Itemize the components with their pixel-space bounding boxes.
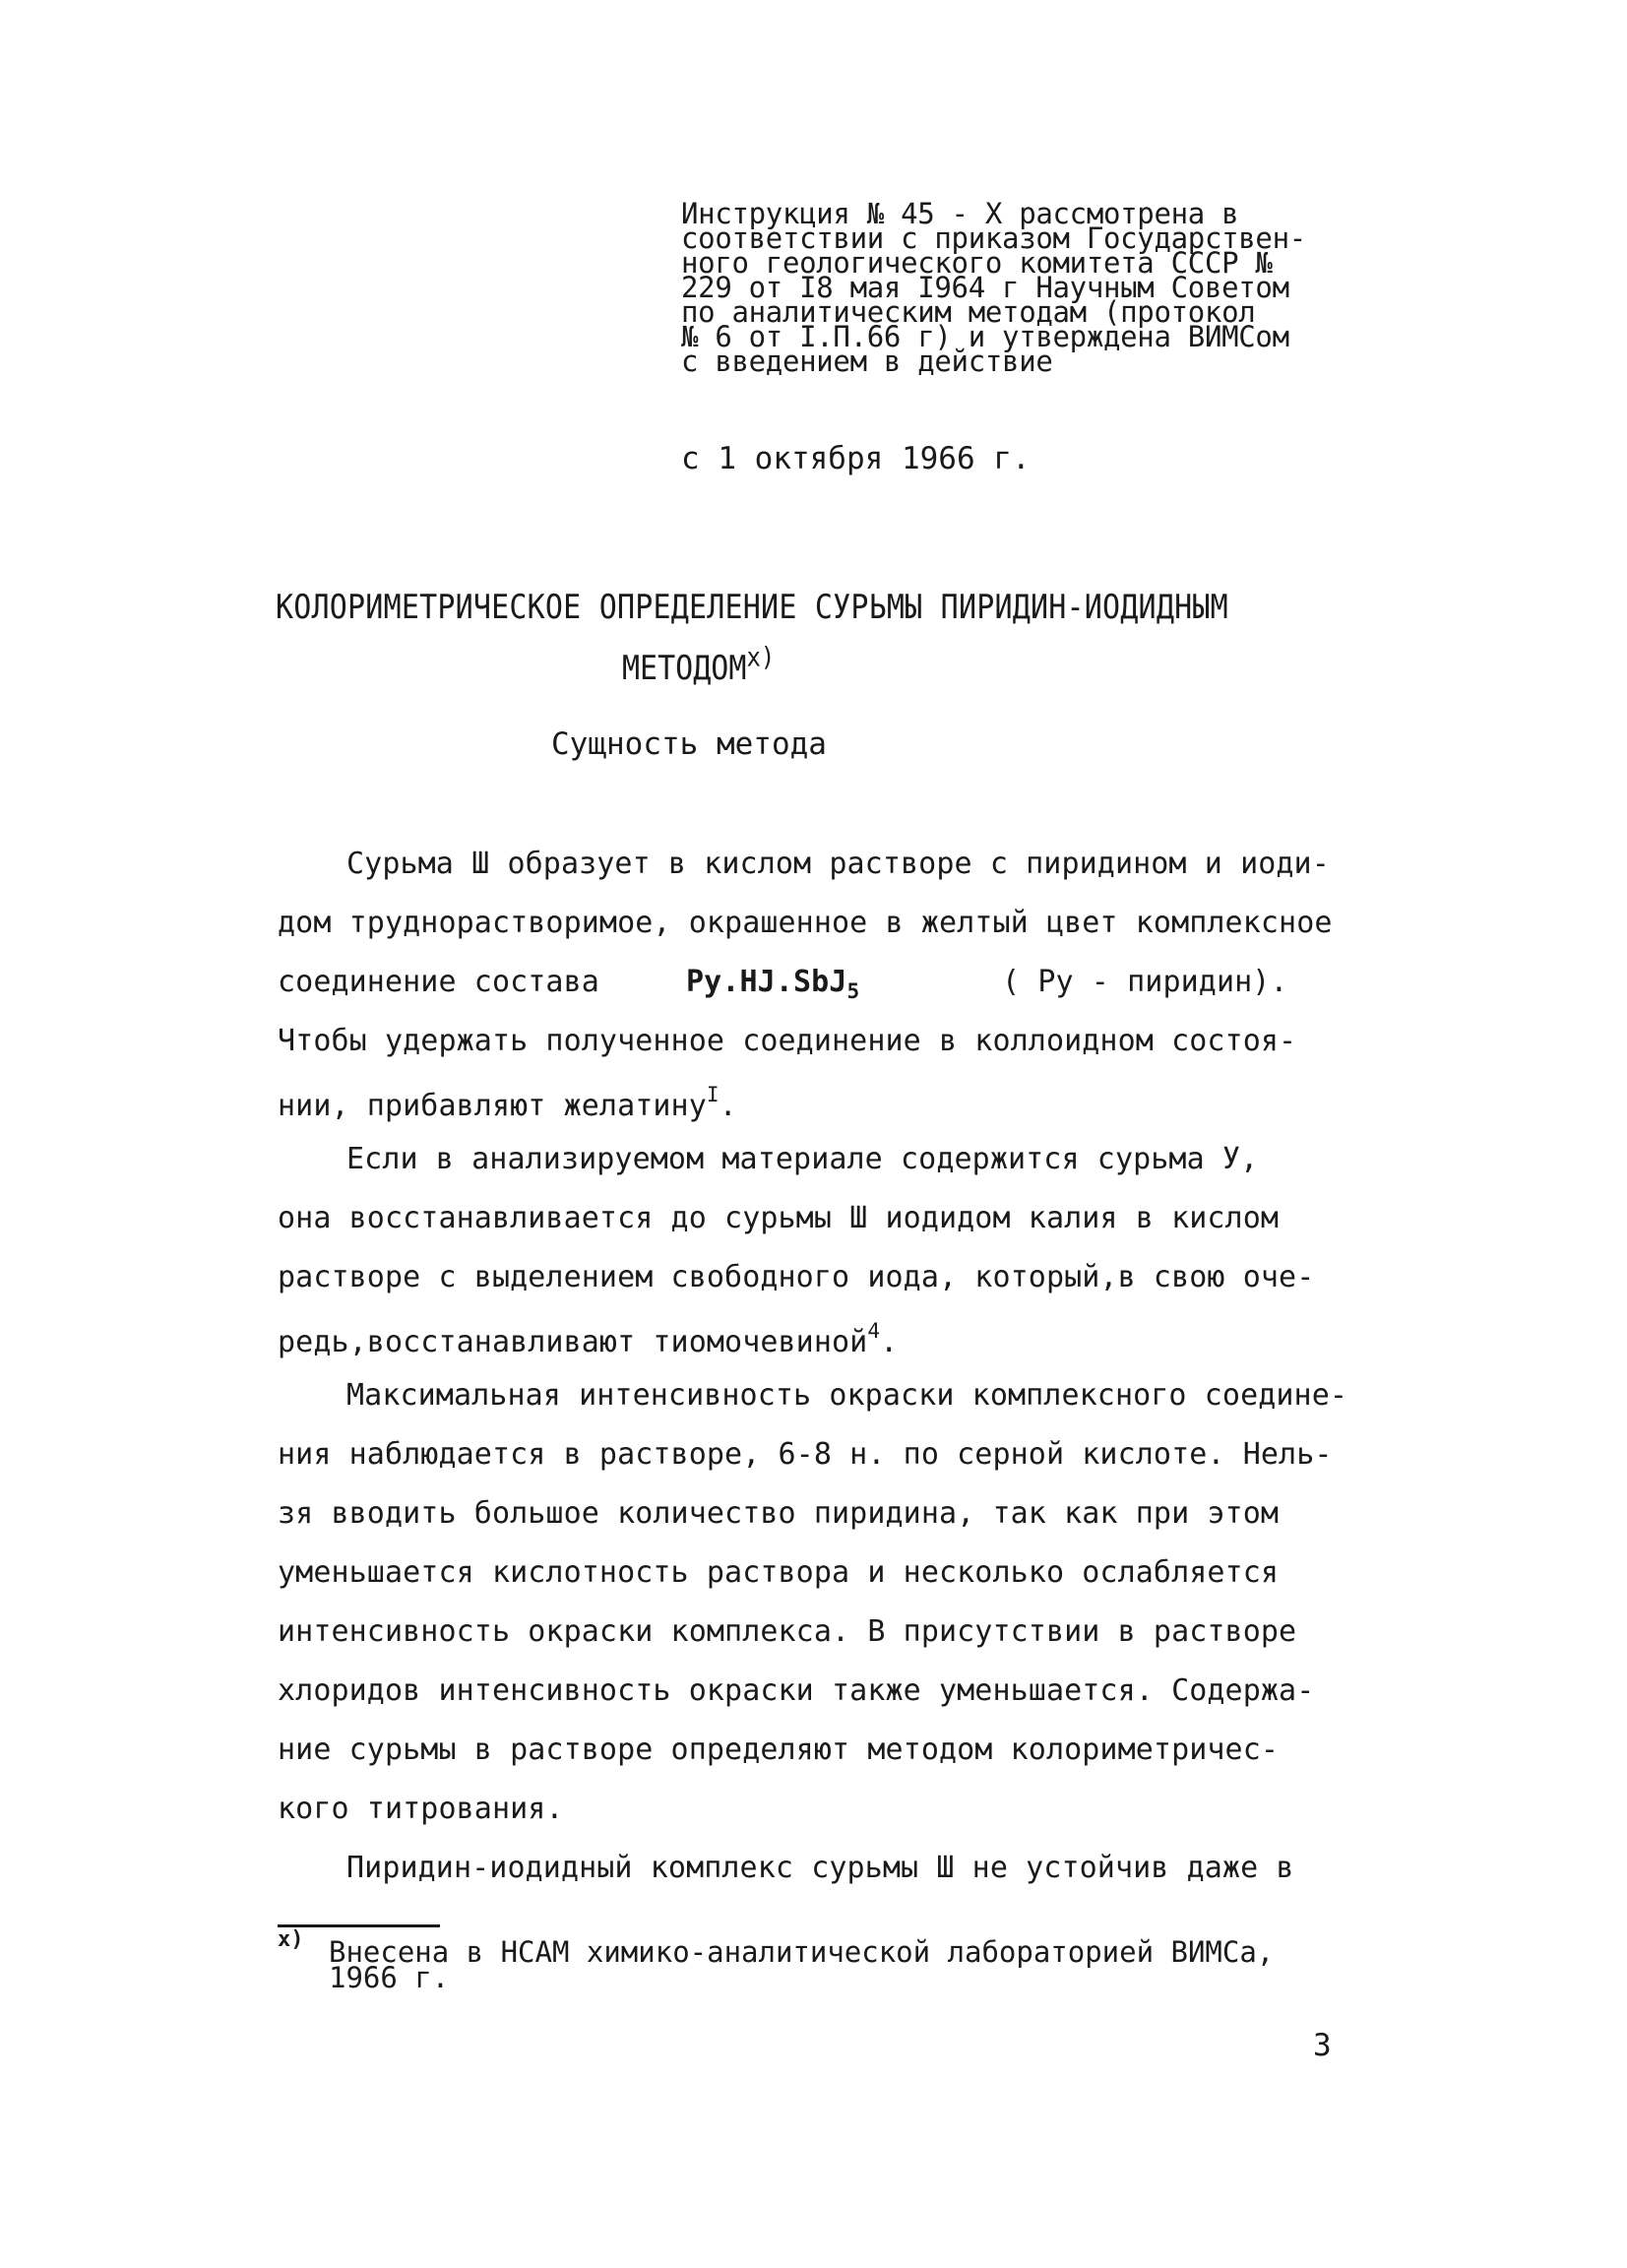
paragraph-line: уменьшается кислотность раствора и несколько ослабляется <box>278 1555 1280 1590</box>
paragraph-text: . <box>880 1325 899 1359</box>
paragraph-text: редь,восстанавливают тиомочевиной <box>278 1325 868 1359</box>
paragraph-text: ( Py - пиридин). <box>1002 965 1288 999</box>
reference-mark: I <box>706 1083 720 1106</box>
paragraph-line: ния наблюдается в растворе, 6-8 н. по серной кислоте. Нель- <box>278 1437 1333 1472</box>
paragraph-text: нии, прибавляют желатину <box>278 1089 707 1123</box>
paragraph-line <box>278 1083 737 1123</box>
paragraph-line: дом труднорастворимое, окрашенное в желтый цвет комплексное <box>278 906 1333 940</box>
section-heading: Сущность метода <box>551 726 827 762</box>
approval-line: ного геологического комитета СССР № <box>681 246 1273 280</box>
paragraph-line <box>278 965 599 999</box>
approval-line: по аналитическим методам (протокол <box>681 295 1256 329</box>
approval-line: соответствии с приказом Государствен- <box>681 221 1306 255</box>
document-title-continued <box>622 642 775 688</box>
paragraph-line: зя вводить большое количество пиридина, так как при этом <box>278 1496 1280 1531</box>
paragraph-line: Сурьма Ш образует в кислом растворе с пиридином и иоди- <box>346 847 1330 881</box>
footnote-line: Внесена в НСАМ химико-аналитической лабораторией ВИМСа, <box>329 1935 1275 1969</box>
document-title: КОЛОРИМЕТРИЧЕСКОЕ ОПРЕДЕЛЕНИЕ СУРЬМЫ ПИРИДИН-ИОДИДНЫМ <box>276 589 1228 628</box>
approval-line: № 6 от I.П.66 г) и утверждена ВИМСом <box>681 320 1289 353</box>
paragraph-line <box>278 1319 898 1359</box>
paragraph-line: ние сурьмы в растворе определяют методом колориметричес- <box>278 1732 1280 1767</box>
footnote-line: 1966 г. <box>329 1961 450 1994</box>
paragraph-line: Максимальная интенсивность окраски комплексного соедине- <box>346 1378 1348 1413</box>
paragraph-line: кого титрования. <box>278 1792 564 1826</box>
approval-line: 229 от I8 мая I964 г Научным Советом <box>681 271 1289 304</box>
title-footnote-mark: x) <box>746 642 776 673</box>
formula-subscript: 5 <box>846 979 860 1003</box>
title-word: МЕТОДОМ <box>622 649 747 689</box>
paragraph-line: она восстанавливается до сурьмы Ш иодидом калия в кислом <box>278 1201 1280 1235</box>
reference-mark: 4 <box>867 1319 881 1343</box>
paragraph-line: интенсивность окраски комплекса. В присутствии в растворе <box>278 1614 1297 1649</box>
footnote-mark: x) <box>278 1927 304 1952</box>
paragraph-line: Чтобы удержать полученное соединение в коллоидном состоя- <box>278 1024 1297 1058</box>
approval-note <box>681 197 1390 378</box>
chemical-formula <box>686 965 859 1003</box>
paragraph-line: Если в анализируемом материале содержится сурьма У, <box>346 1142 1259 1176</box>
approval-line: с введением в действие <box>681 345 1053 378</box>
page-number: 3 <box>1313 2028 1332 2063</box>
paragraph-line: растворе с выделением свободного иода, который,в свою оче- <box>278 1260 1315 1294</box>
formula-text: Py.HJ.SbJ <box>686 965 847 999</box>
paragraph-line: Пиридин-иодидный комплекс сурьмы Ш не устойчив даже в <box>346 1851 1294 1885</box>
paragraph-text: . <box>719 1089 737 1123</box>
footnote <box>329 1935 1275 1994</box>
paragraph-line: хлоридов интенсивность окраски также уменьшается. Содержа- <box>278 1673 1315 1708</box>
approval-line: Инструкция № 45 - X рассмотрена в <box>681 197 1239 230</box>
paragraph-text: соединение состава <box>278 965 599 999</box>
effective-date: с 1 октября 1966 г. <box>681 441 1031 476</box>
